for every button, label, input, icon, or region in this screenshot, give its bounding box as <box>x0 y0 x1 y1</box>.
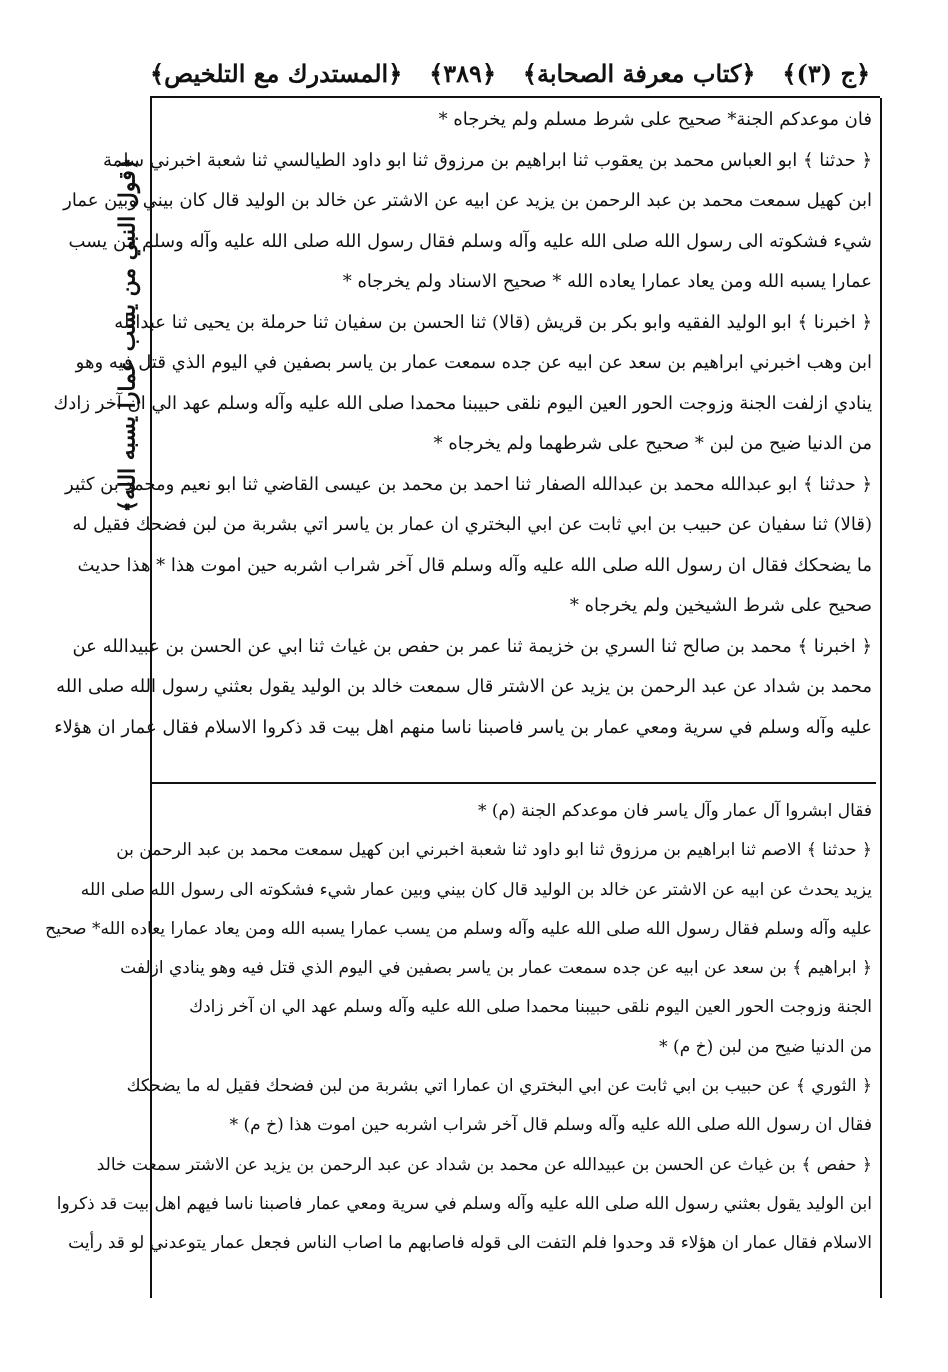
text-line: من الدنيا ضيح من لبن * صحيح على شرطهما ولم يخرجاه * <box>433 433 872 454</box>
chapter-title: ﴿كتاب معرفة الصحابة﴾ <box>522 58 756 88</box>
text-line: ﴿ اخبرنا ﴾ ابو الوليد الفقيه وابو بكر بن قريش (قالا) ثنا الحسن بن سفيان ثنا حرملة بن يحيى ثنا عبدالله <box>114 311 872 333</box>
text-line: صحيح على شرط الشيخين ولم يخرجاه * <box>569 595 872 616</box>
text-line: ﴿ حدثنا ﴾ ابو عبدالله محمد بن عبدالله الصفار ثنا احمد بن محمد بن عيسى القاضي ثنا ابو نعيم ومحمد بن كثير <box>65 473 872 495</box>
text-line: الاسلام فقال عمار ان هؤلاء قد وحدوا فلم التفت الى قوله فاصابهم ما اصاب الناس فجعل عمار يتوعدني لو قد رأيت <box>68 1233 872 1254</box>
text-line: محمد بن شداد عن عبد الرحمن بن يزيد عن الاشتر قال سمعت خالد بن الوليد يقول بعثني رسول الله صلى الله <box>56 676 872 697</box>
book-title: ﴿المستدرك مع التلخيص﴾ <box>150 58 403 88</box>
volume-label: ﴿ج (٣)﴾ <box>782 58 870 88</box>
text-line: الجنة وزوجت الحور العين اليوم نلقى حبيبنا محمدا صلى الله عليه وآله وسلم عهد الي ان آخر زادك <box>189 997 872 1018</box>
text-line: عمارا يسبه الله ومن يعاد عمارا يعاده الله * صحيح الاسناد ولم يخرجاه * <box>342 271 872 292</box>
text-line: ينادي ازلفت الجنة وزوجت الحور العين اليوم نلقى حبيبنا محمدا صلى الله عليه وآله وسلم عهد الي ان آخر زادك <box>53 392 872 414</box>
text-line: ما يضحكك فقال ان رسول الله صلى الله عليه وآله وسلم قال آخر شراب اشربه حين اموت هذا * هذا حديث <box>77 554 872 576</box>
text-line: شيء فشكوته الى رسول الله صلى الله عليه وآله وسلم فقال رسول الله صلى الله عليه وآله وسلم من يسب <box>68 230 872 252</box>
text-line: يزيد يحدث عن ابيه عن الاشتر عن خالد بن الوليد قال كان بيني وبين عمار شيء فشكوته الى رسول الله صلى الله <box>80 879 872 900</box>
text-line: ﴿ اخبرنا ﴾ محمد بن صالح ثنا السري بن خزيمة ثنا عمر بن حفص بن غياث ثنا ابي عن الحسن بن عبيدالله عن <box>72 635 872 657</box>
text-line: عليه وآله وسلم في سرية ومعي عمار بن ياسر فاصبنا ناسا منهم اهل بيت قد ذكروا الاسلام فقال عمار ان هؤلاء <box>54 716 872 738</box>
text-line: فقال ابشروا آل عمار وآل ياسر فان موعدكم الجنة (م) * <box>477 801 872 821</box>
summary-text <box>45 792 872 1292</box>
text-line: ﴿ ابراهيم ﴾ بن سعد عن ابيه عن جده سمعت عمار بن ياسر بصفين في اليوم الذي قتل فيه وهو ينادي ازلفت <box>120 958 872 979</box>
text-line: ﴿ الثوري ﴾ عن حبيب بن ابي ثابت عن ابي البختري ان عمارا اتي بشربة من لبن فضحك فقيل له ما يضحكك <box>126 1076 872 1097</box>
page-number: ﴿٣٨٩﴾ <box>429 58 496 88</box>
margin-note-text: ﴿قول النبي من يسب عمارا يسبه الله﴾ <box>115 157 141 513</box>
text-line: ﴿ حدثنا ﴾ ابو العباس محمد بن يعقوب ثنا ابراهيم بن مرزوق ثنا ابو داود الطيالسي ثنا شعبة اخبرني سلمة <box>103 149 872 171</box>
text-line: من الدنيا ضيح من لبن (خ م) * <box>659 1036 872 1057</box>
text-line: فان موعدكم الجنة* صحيح على شرط مسلم ولم يخرجاه * <box>438 109 872 130</box>
text-line: ابن الوليد يقول بعثني رسول الله صلى الله عليه وآله وسلم في سرية ومعي عمار فاصبنا ناسا فيهم اهل بيت قد ذكروا <box>56 1193 872 1214</box>
text-line: فقال ان رسول الله صلى الله عليه وآله وسلم قال آخر شراب اشربه حين اموت هذا (خ م) * <box>229 1115 872 1136</box>
text-line: (قالا) ثنا سفيان عن حبيب بن ابي ثابت عن ابي البختري ان عمار بن ياسر اتي بشربة من لبن فضحك فقيل له <box>72 514 872 535</box>
section-divider <box>152 782 876 784</box>
text-line: ﴿ حفص ﴾ بن غياث عن الحسن بن عبيدالله عن محمد بن شداد عن عبد الرحمن بن يزيد عن الاشتر سمعت خالد <box>96 1154 872 1175</box>
text-line: ابن كهيل سمعت محمد بن عبد الرحمن بن يزيد عن ابيه عن الاشتر عن خالد بن الوليد قال كان بيني وبين عمار <box>63 190 872 211</box>
text-line: ﴿ حدثنا ﴾ الاصم ثنا ابراهيم بن مرزوق ثنا ابو داود ثنا شعبة اخبرني ابن كهيل سمعت محمد بن عبد الرحمن بن <box>116 840 872 861</box>
page-header <box>150 50 870 96</box>
text-line: ابن وهب اخبرني ابراهيم بن سعد عن ابيه عن جده سمعت عمار بن ياسر بصفين في اليوم الذي قتل فيه وهو <box>75 352 872 373</box>
text-line: عليه وآله وسلم فقال رسول الله صلى الله عليه وآله وسلم من يسب عمارا يسبه الله ومن يعاد عمارا يعاده الله* صحيح <box>45 918 872 939</box>
